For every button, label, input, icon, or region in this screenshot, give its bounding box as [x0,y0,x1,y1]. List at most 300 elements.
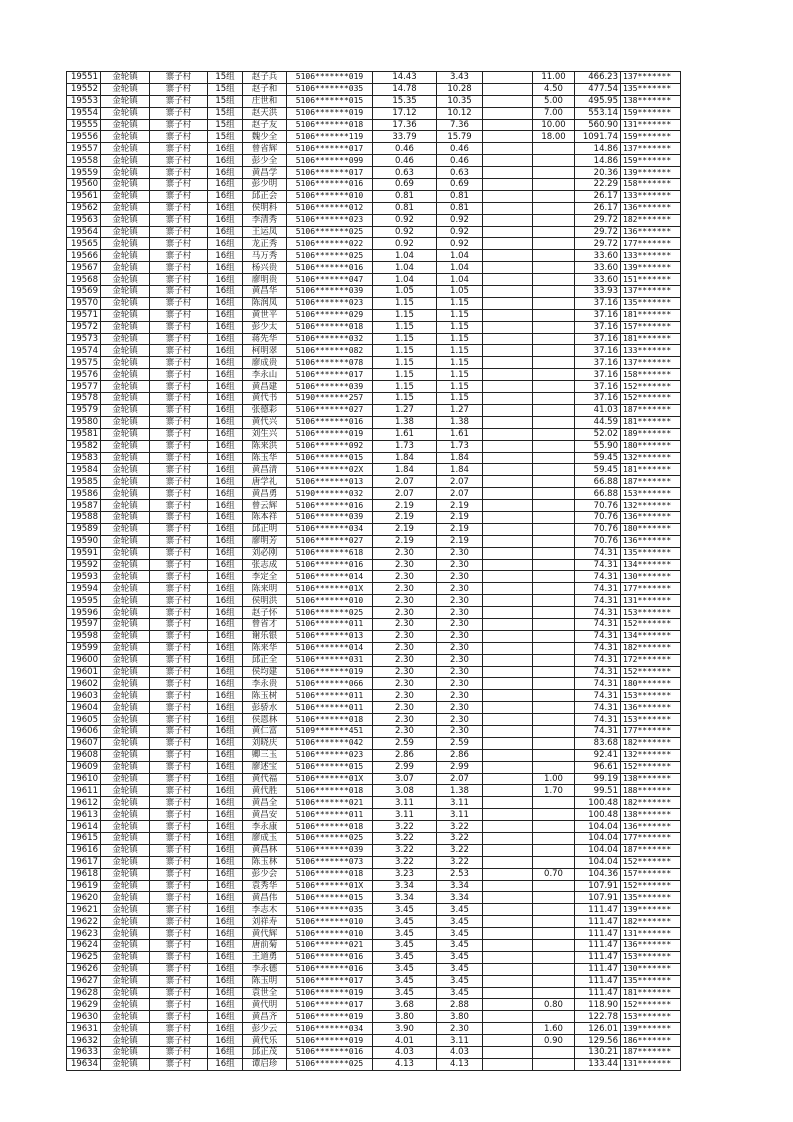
name-cell: 李清秀 [243,214,287,226]
area-blank-cell [483,892,533,904]
area-blank-cell [483,714,533,726]
amount-cell: 44.59 [575,416,621,428]
row-number-cell: 19612 [67,797,101,809]
table-row [67,690,681,702]
phone-cell: 152******* [621,666,681,678]
town-cell: 金轮镇 [101,476,150,488]
name-cell: 陈玉明 [243,975,287,987]
row-number-cell: 19554 [67,107,101,119]
area-blank-cell [483,809,533,821]
total-area-cell: 1.61 [373,428,437,440]
total-area-cell: 2.19 [373,500,437,512]
town-cell: 金轮镇 [101,321,150,333]
area-a-cell: 1.38 [437,416,483,428]
total-area-cell: 1.84 [373,464,437,476]
table-row [67,630,681,642]
group-cell: 16组 [208,262,243,274]
total-area-cell: 2.86 [373,749,437,761]
id-number-cell: 5190*******032 [287,488,373,500]
group-cell: 16组 [208,452,243,464]
area-blank-cell [483,547,533,559]
table-row [67,702,681,714]
table-row [67,1011,681,1023]
phone-cell: 137******* [621,357,681,369]
village-cell: 寨子村 [150,226,208,238]
town-cell: 金轮镇 [101,131,150,143]
area-b-cell [533,155,575,167]
group-cell: 16组 [208,416,243,428]
total-area-cell: 3.08 [373,785,437,797]
total-area-cell: 2.30 [373,654,437,666]
table-row [67,1058,681,1070]
phone-cell: 152******* [621,393,681,405]
id-number-cell: 5106*******016 [287,963,373,975]
name-cell: 邱正会 [243,190,287,202]
id-number-cell: 5106*******017 [287,975,373,987]
area-b-cell [533,618,575,630]
area-b-cell [533,381,575,393]
total-area-cell: 3.34 [373,880,437,892]
total-area-cell: 2.59 [373,737,437,749]
amount-cell: 100.48 [575,797,621,809]
phone-cell: 172******* [621,654,681,666]
village-cell: 寨子村 [150,357,208,369]
table-row [67,987,681,999]
village-cell: 寨子村 [150,714,208,726]
name-cell: 彭骄水 [243,702,287,714]
total-area-cell: 3.45 [373,940,437,952]
id-number-cell: 5106*******019 [287,1011,373,1023]
group-cell: 16组 [208,856,243,868]
area-a-cell: 1.15 [437,393,483,405]
area-b-cell [533,333,575,345]
group-cell: 16组 [208,345,243,357]
town-cell: 金轮镇 [101,690,150,702]
amount-cell: 126.01 [575,1023,621,1035]
area-a-cell: 1.04 [437,250,483,262]
town-cell: 金轮镇 [101,440,150,452]
id-number-cell: 5106*******010 [287,595,373,607]
group-cell: 16组 [208,761,243,773]
name-cell: 廖明贵 [243,274,287,286]
total-area-cell: 3.80 [373,1011,437,1023]
row-number-cell: 19574 [67,345,101,357]
group-cell: 16组 [208,226,243,238]
phone-cell: 136******* [621,821,681,833]
amount-cell: 122.78 [575,1011,621,1023]
village-cell: 寨子村 [150,1058,208,1070]
amount-cell: 29.72 [575,226,621,238]
area-a-cell: 2.30 [437,607,483,619]
village-cell: 寨子村 [150,940,208,952]
amount-cell: 74.31 [575,595,621,607]
area-b-cell [533,488,575,500]
area-a-cell: 2.59 [437,737,483,749]
row-number-cell: 19582 [67,440,101,452]
area-blank-cell [483,654,533,666]
group-cell: 16组 [208,821,243,833]
area-a-cell: 0.92 [437,226,483,238]
table-row [67,250,681,262]
phone-cell: 137******* [621,72,681,84]
table-row [67,1035,681,1047]
area-a-cell: 3.45 [437,951,483,963]
town-cell: 金轮镇 [101,428,150,440]
row-number-cell: 19631 [67,1023,101,1035]
table-row [67,428,681,440]
total-area-cell: 3.45 [373,963,437,975]
area-a-cell: 3.22 [437,821,483,833]
name-cell: 李永贵 [243,678,287,690]
area-b-cell: 4.50 [533,83,575,95]
village-cell: 寨子村 [150,286,208,298]
table-row [67,535,681,547]
area-b-cell [533,702,575,714]
row-number-cell: 19556 [67,131,101,143]
total-area-cell: 2.99 [373,761,437,773]
id-number-cell: 5106*******119 [287,131,373,143]
name-cell: 张志成 [243,559,287,571]
name-cell: 黄代胜 [243,785,287,797]
phone-cell: 153******* [621,607,681,619]
amount-cell: 74.31 [575,642,621,654]
total-area-cell: 2.19 [373,523,437,535]
village-cell: 寨子村 [150,404,208,416]
name-cell: 陈来洪 [243,440,287,452]
village-cell: 寨子村 [150,999,208,1011]
town-cell: 金轮镇 [101,666,150,678]
table-row [67,714,681,726]
name-cell: 黄昌建 [243,381,287,393]
area-a-cell: 2.07 [437,773,483,785]
row-number-cell: 19596 [67,607,101,619]
phone-cell: 136******* [621,702,681,714]
total-area-cell: 1.15 [373,369,437,381]
name-cell: 侯明科 [243,202,287,214]
id-number-cell: 5109*******451 [287,725,373,737]
total-area-cell: 33.79 [373,131,437,143]
town-cell: 金轮镇 [101,737,150,749]
area-a-cell: 0.81 [437,202,483,214]
area-a-cell: 3.45 [437,940,483,952]
area-a-cell: 2.30 [437,702,483,714]
area-b-cell [533,642,575,654]
area-blank-cell [483,464,533,476]
row-number-cell: 19595 [67,595,101,607]
row-number-cell: 19559 [67,167,101,179]
total-area-cell: 0.92 [373,226,437,238]
total-area-cell: 2.30 [373,618,437,630]
table-row [67,856,681,868]
area-blank-cell [483,951,533,963]
village-cell: 寨子村 [150,630,208,642]
village-cell: 寨子村 [150,274,208,286]
village-cell: 寨子村 [150,618,208,630]
id-number-cell: 5106*******016 [287,262,373,274]
amount-cell: 107.91 [575,880,621,892]
area-b-cell [533,666,575,678]
area-blank-cell [483,131,533,143]
amount-cell: 111.47 [575,975,621,987]
phone-cell: 131******* [621,119,681,131]
area-b-cell [533,250,575,262]
row-number-cell: 19579 [67,404,101,416]
total-area-cell: 3.45 [373,904,437,916]
amount-cell: 37.16 [575,381,621,393]
area-a-cell: 0.63 [437,167,483,179]
village-cell: 寨子村 [150,381,208,393]
town-cell: 金轮镇 [101,547,150,559]
total-area-cell: 3.07 [373,773,437,785]
town-cell: 金轮镇 [101,844,150,856]
village-cell: 寨子村 [150,821,208,833]
area-blank-cell [483,357,533,369]
area-a-cell: 0.46 [437,155,483,167]
town-cell: 金轮镇 [101,452,150,464]
amount-cell: 33.93 [575,286,621,298]
table-row [67,916,681,928]
area-b-cell [533,286,575,298]
town-cell: 金轮镇 [101,571,150,583]
area-b-cell [533,404,575,416]
group-cell: 16组 [208,690,243,702]
area-blank-cell [483,666,533,678]
row-number-cell: 19628 [67,987,101,999]
village-cell: 寨子村 [150,702,208,714]
village-cell: 寨子村 [150,892,208,904]
id-number-cell: 5106*******021 [287,940,373,952]
group-cell: 16组 [208,749,243,761]
id-number-cell: 5106*******015 [287,452,373,464]
table-row [67,464,681,476]
area-b-cell [533,821,575,833]
name-cell: 刘必刚 [243,547,287,559]
area-blank-cell [483,940,533,952]
phone-cell: 187******* [621,404,681,416]
row-number-cell: 19564 [67,226,101,238]
area-a-cell: 15.79 [437,131,483,143]
phone-cell: 177******* [621,583,681,595]
phone-cell: 136******* [621,940,681,952]
town-cell: 金轮镇 [101,297,150,309]
group-cell: 16组 [208,880,243,892]
table-row [67,821,681,833]
town-cell: 金轮镇 [101,143,150,155]
town-cell: 金轮镇 [101,1023,150,1035]
group-cell: 16组 [208,333,243,345]
phone-cell: 131******* [621,928,681,940]
row-number-cell: 19553 [67,95,101,107]
town-cell: 金轮镇 [101,119,150,131]
name-cell: 马万秀 [243,250,287,262]
village-cell: 寨子村 [150,1023,208,1035]
group-cell: 16组 [208,630,243,642]
phone-cell: 153******* [621,951,681,963]
amount-cell: 37.16 [575,297,621,309]
area-blank-cell [483,440,533,452]
id-number-cell: 5106*******02X [287,464,373,476]
amount-cell: 560.90 [575,119,621,131]
area-blank-cell [483,274,533,286]
id-number-cell: 5106*******047 [287,274,373,286]
phone-cell: 181******* [621,416,681,428]
area-blank-cell [483,345,533,357]
town-cell: 金轮镇 [101,1011,150,1023]
phone-cell: 157******* [621,868,681,880]
row-number-cell: 19618 [67,868,101,880]
village-cell: 寨子村 [150,500,208,512]
total-area-cell: 2.30 [373,559,437,571]
table-row [67,868,681,880]
area-blank-cell [483,761,533,773]
phone-cell: 186******* [621,1035,681,1047]
group-cell: 16组 [208,928,243,940]
amount-cell: 477.54 [575,83,621,95]
area-blank-cell [483,381,533,393]
area-b-cell [533,547,575,559]
id-number-cell: 5106*******039 [287,381,373,393]
table-row [67,452,681,464]
table-row [67,785,681,797]
name-cell: 赵子和 [243,83,287,95]
group-cell: 16组 [208,440,243,452]
area-a-cell: 2.19 [437,535,483,547]
id-number-cell: 5106*******032 [287,333,373,345]
table-body [67,72,681,1071]
row-number-cell: 19634 [67,1058,101,1070]
area-b-cell [533,262,575,274]
area-blank-cell [483,797,533,809]
name-cell: 黄昌安 [243,809,287,821]
village-cell: 寨子村 [150,963,208,975]
amount-cell: 70.76 [575,535,621,547]
group-cell: 16组 [208,607,243,619]
area-a-cell: 4.13 [437,1058,483,1070]
total-area-cell: 1.15 [373,357,437,369]
total-area-cell: 4.01 [373,1035,437,1047]
phone-cell: 136******* [621,511,681,523]
area-b-cell [533,274,575,286]
name-cell: 廖成贵 [243,357,287,369]
row-number-cell: 19581 [67,428,101,440]
area-a-cell: 3.11 [437,797,483,809]
total-area-cell: 3.68 [373,999,437,1011]
id-number-cell: 5106*******012 [287,202,373,214]
row-number-cell: 19633 [67,1047,101,1059]
area-blank-cell [483,1035,533,1047]
phone-cell: 180******* [621,678,681,690]
village-cell: 寨子村 [150,773,208,785]
area-b-cell [533,167,575,179]
total-area-cell: 3.22 [373,821,437,833]
table-row [67,951,681,963]
id-number-cell: 5106*******618 [287,547,373,559]
id-number-cell: 5106*******027 [287,535,373,547]
total-area-cell: 4.13 [373,1058,437,1070]
row-number-cell: 19560 [67,179,101,191]
row-number-cell: 19557 [67,143,101,155]
area-blank-cell [483,309,533,321]
village-cell: 寨子村 [150,975,208,987]
town-cell: 金轮镇 [101,595,150,607]
phone-cell: 131******* [621,595,681,607]
village-cell: 寨子村 [150,928,208,940]
area-a-cell: 0.81 [437,190,483,202]
row-number-cell: 19610 [67,773,101,785]
row-number-cell: 19623 [67,928,101,940]
total-area-cell: 1.15 [373,345,437,357]
total-area-cell: 2.30 [373,583,437,595]
amount-cell: 129.56 [575,1035,621,1047]
area-blank-cell [483,607,533,619]
village-cell: 寨子村 [150,167,208,179]
total-area-cell: 2.30 [373,678,437,690]
group-cell: 16组 [208,214,243,226]
id-number-cell: 5106*******016 [287,500,373,512]
group-cell: 16组 [208,678,243,690]
area-a-cell: 1.84 [437,464,483,476]
row-number-cell: 19605 [67,714,101,726]
phone-cell: 138******* [621,773,681,785]
amount-cell: 111.47 [575,963,621,975]
id-number-cell: 5106*******011 [287,618,373,630]
area-b-cell [533,809,575,821]
id-number-cell: 5106*******092 [287,440,373,452]
area-blank-cell [483,72,533,84]
amount-cell: 74.31 [575,666,621,678]
land-subsidy-table [66,71,681,1071]
town-cell: 金轮镇 [101,274,150,286]
table-row [67,940,681,952]
village-cell: 寨子村 [150,523,208,535]
id-number-cell: 5106*******023 [287,214,373,226]
row-number-cell: 19625 [67,951,101,963]
row-number-cell: 19616 [67,844,101,856]
area-b-cell [533,951,575,963]
amount-cell: 74.31 [575,690,621,702]
row-number-cell: 19586 [67,488,101,500]
area-b-cell [533,749,575,761]
town-cell: 金轮镇 [101,309,150,321]
area-b-cell [533,179,575,191]
area-blank-cell [483,571,533,583]
group-cell: 16组 [208,167,243,179]
phone-cell: 181******* [621,333,681,345]
area-b-cell [533,940,575,952]
amount-cell: 37.16 [575,333,621,345]
table-row [67,725,681,737]
total-area-cell: 3.22 [373,844,437,856]
row-number-cell: 19608 [67,749,101,761]
row-number-cell: 19599 [67,642,101,654]
area-blank-cell [483,428,533,440]
phone-cell: 177******* [621,725,681,737]
group-cell: 16组 [208,1047,243,1059]
name-cell: 魏少全 [243,131,287,143]
id-number-cell: 5106*******019 [287,987,373,999]
id-number-cell: 5106*******034 [287,1023,373,1035]
town-cell: 金轮镇 [101,464,150,476]
amount-cell: 495.95 [575,95,621,107]
total-area-cell: 2.30 [373,702,437,714]
group-cell: 16组 [208,940,243,952]
phone-cell: 135******* [621,892,681,904]
area-blank-cell [483,630,533,642]
area-b-cell [533,309,575,321]
id-number-cell: 5106*******021 [287,797,373,809]
area-b-cell: 1.60 [533,1023,575,1035]
amount-cell: 104.04 [575,844,621,856]
